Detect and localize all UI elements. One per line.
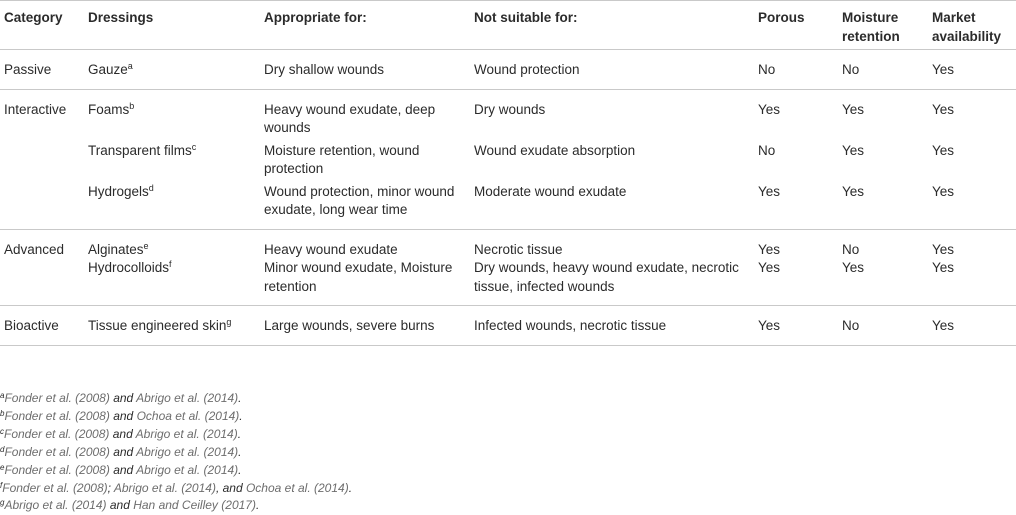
market-cell: Yes — [932, 142, 955, 158]
citation-link[interactable]: Fonder et al. (2008) — [4, 408, 110, 423]
dressing-name: Foams — [88, 101, 130, 117]
category-cell: Bioactive — [0, 306, 84, 346]
footnote-text: . — [255, 498, 260, 513]
market-cell: Yes — [928, 306, 1016, 346]
footnote-mark: e — [143, 240, 149, 251]
appropriate-cell: Moisture retention, wound protection — [264, 142, 420, 176]
header-appropriate-for: Appropriate for: — [260, 1, 470, 50]
citation-link[interactable]: Ochoa et al. (2014) — [136, 408, 240, 423]
footnote-mark: d — [148, 182, 154, 193]
not-suitable-cell: Infected wounds, necrotic tissue — [470, 306, 754, 346]
category-cell: Interactive — [4, 101, 67, 117]
porous-cell: Yes — [754, 179, 838, 230]
dressing-cell — [84, 138, 260, 179]
header-dressings: Dressings — [84, 1, 260, 50]
moisture-cell: No — [838, 50, 928, 90]
footnote-mark: c — [0, 426, 4, 436]
footnote-mark: g — [0, 498, 5, 508]
dressing-cell — [84, 306, 260, 346]
porous-cell: No — [758, 142, 776, 158]
not-suitable-cell: Dry wounds — [474, 101, 546, 117]
category-cell-empty — [0, 179, 84, 230]
not-suitable-cell: Wound protection — [470, 50, 754, 90]
footnote-text: and — [109, 408, 137, 423]
header-not-suitable-for: Not suitable for: — [470, 1, 754, 50]
market-cell: Yes — [932, 101, 955, 117]
header-category: Category — [0, 1, 84, 50]
porous-cell: Yes — [758, 101, 781, 117]
porous-cell: Yes — [754, 306, 838, 346]
market-cell: Yes — [932, 241, 955, 257]
footnote-line — [0, 408, 1016, 426]
dressing-cell — [84, 259, 260, 306]
table-row — [0, 229, 1016, 259]
citation-link[interactable]: Fonder et al. (2008) — [4, 391, 110, 405]
footnote-line — [0, 444, 1016, 462]
footnote-mark: b — [129, 100, 135, 111]
moisture-cell: Yes — [838, 179, 928, 230]
citation-link[interactable]: Fonder et al. (2008) — [4, 444, 110, 459]
category-cell-empty — [0, 259, 84, 306]
footnote-mark: d — [0, 444, 5, 454]
table-row — [0, 138, 1016, 179]
footnote-text: . — [348, 480, 353, 495]
footnote-mark: f — [0, 480, 3, 490]
porous-cell: Yes — [758, 241, 781, 257]
table-row — [0, 50, 1016, 90]
dressing-name: Hydrocolloids — [88, 260, 170, 275]
footnote-text: , and — [215, 480, 246, 495]
appropriate-cell: Heavy wound exudate, deep wounds — [264, 101, 436, 135]
dressing-name: Tissue engineered skin — [88, 318, 227, 333]
appropriate-cell: Wound protection, minor wound exudate, long wear time — [260, 179, 470, 230]
footnote-text: and — [106, 498, 134, 513]
citation-link[interactable]: Fonder et al. (2008) — [2, 480, 108, 495]
not-suitable-cell: Necrotic tissue — [474, 241, 563, 257]
dressing-cell — [84, 50, 260, 90]
citation-link[interactable]: Abrigo et al. (2014) — [135, 426, 238, 441]
moisture-cell: Yes — [842, 101, 865, 117]
appropriate-cell: Dry shallow wounds — [260, 50, 470, 90]
citation-link[interactable]: Abrigo et al. (2014) — [136, 462, 239, 477]
citation-link[interactable]: Abrigo et al. (2014) — [136, 391, 239, 405]
category-cell: Advanced — [4, 241, 65, 257]
table-row — [0, 179, 1016, 230]
moisture-cell: No — [842, 241, 860, 257]
market-cell: Yes — [928, 259, 1016, 306]
dressing-name: Transparent films — [88, 142, 192, 158]
footnote-mark: e — [0, 462, 5, 472]
footnote-text: and — [109, 462, 137, 477]
table-row — [0, 259, 1016, 306]
footnote-mark: a — [127, 61, 133, 71]
citation-link[interactable]: Abrigo et al. (2014) — [136, 444, 239, 459]
citation-link[interactable]: Abrigo et al. (2014) — [113, 480, 216, 495]
footnote-line — [0, 426, 1016, 444]
not-suitable-cell: Moderate wound exudate — [470, 179, 754, 230]
footnote-text: . — [237, 426, 242, 441]
footnote-text: and — [109, 391, 137, 405]
footnote-mark: a — [0, 391, 5, 400]
footnote-mark: c — [191, 141, 197, 152]
footnote-text: . — [238, 462, 242, 477]
porous-cell: No — [754, 50, 838, 90]
header-row — [0, 1, 1016, 50]
footnote-text: . — [238, 391, 242, 405]
footnote-line — [0, 390, 1016, 408]
footnote-text: . — [238, 444, 242, 459]
not-suitable-cell: Dry wounds, heavy wound exudate, necrotic tissue, infected wounds — [470, 259, 754, 306]
table-row — [0, 306, 1016, 346]
porous-cell: Yes — [754, 259, 838, 306]
footnotes — [0, 390, 1016, 515]
citation-link[interactable]: Fonder et al. (2008) — [4, 426, 110, 441]
appropriate-cell: Heavy wound exudate — [264, 241, 398, 257]
citation-link[interactable]: Ochoa et al. (2014) — [245, 480, 349, 495]
moisture-cell: Yes — [842, 142, 865, 158]
footnote-line — [0, 462, 1016, 480]
citation-link[interactable]: Abrigo et al. (2014) — [4, 498, 107, 513]
footnote-text: . — [239, 408, 243, 423]
market-cell: Yes — [928, 179, 1016, 230]
header-porous: Porous — [754, 1, 838, 50]
appropriate-cell: Minor wound exudate, Moisture retention — [260, 259, 470, 306]
citation-link[interactable]: Han and Ceilley (2017) — [133, 498, 256, 513]
footnote-line — [0, 497, 1016, 515]
footnote-text: and — [109, 444, 137, 459]
dressing-cell — [84, 89, 260, 138]
header-moisture-retention: Moisture retention — [838, 1, 928, 50]
dressing-cell — [84, 229, 260, 259]
footnote-mark: b — [0, 408, 5, 418]
dressing-cell — [84, 179, 260, 230]
market-cell: Yes — [928, 50, 1016, 90]
moisture-cell: No — [838, 306, 928, 346]
footnote-mark: f — [169, 259, 172, 269]
not-suitable-cell: Wound exudate absorption — [474, 142, 636, 158]
table-row — [0, 89, 1016, 138]
footnote-text: and — [109, 426, 136, 441]
moisture-cell: Yes — [838, 259, 928, 306]
dressing-name: Alginates — [88, 241, 144, 257]
citation-link[interactable]: Fonder et al. (2008) — [4, 462, 110, 477]
footnote-line — [0, 480, 1016, 498]
category-cell: Passive — [0, 50, 84, 90]
appropriate-cell: Large wounds, severe burns — [260, 306, 470, 346]
footnote-mark: g — [226, 317, 232, 327]
dressing-name: Hydrogels — [88, 183, 149, 199]
header-market-availability: Market availability — [928, 1, 1016, 50]
dressing-name: Gauze — [88, 62, 128, 77]
category-cell-empty — [0, 138, 84, 179]
footnote-text: ; — [107, 480, 114, 495]
